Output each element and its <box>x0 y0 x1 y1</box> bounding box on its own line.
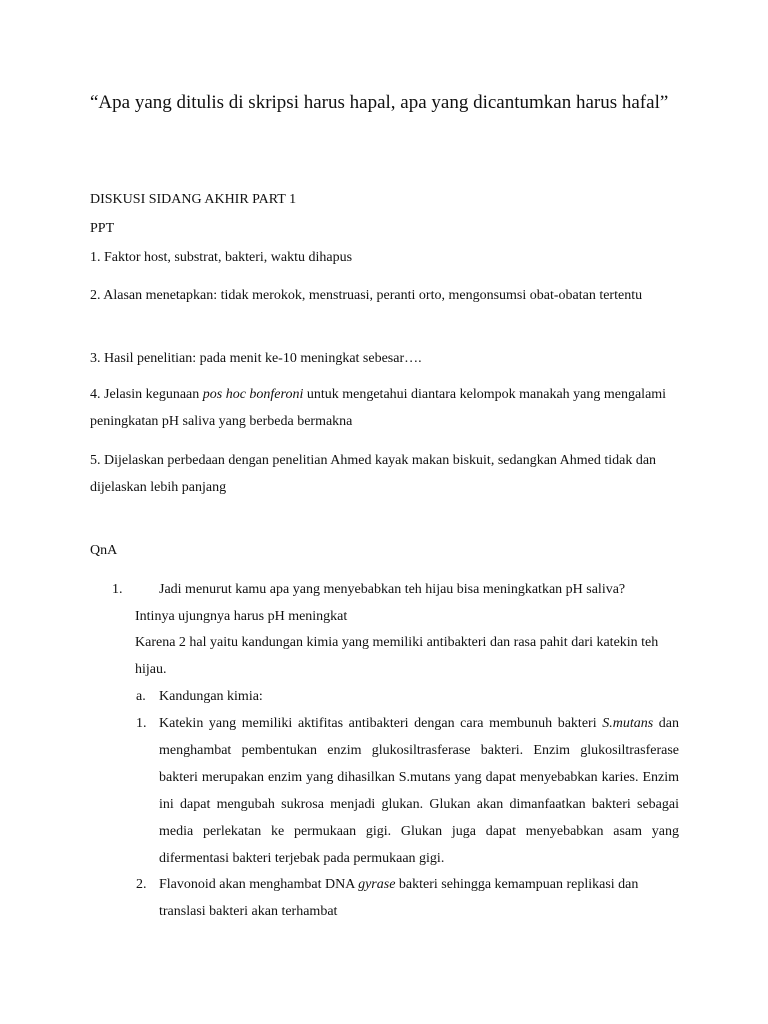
subpoint-1-number: 1. <box>136 716 147 731</box>
opening-quote: “Apa yang ditulis di skripsi harus hapal, apa yang dicantumkan harus hafal” <box>90 92 669 113</box>
ppt-item-4-text: 4. Jelasin kegunaan <box>90 387 203 402</box>
question-1-text: Jadi menurut kamu apa yang menyebabkan teh hijau bisa meningkatkan pH saliva? <box>159 582 626 597</box>
subpoint-1-lead: Katekin yang memiliki aktifitas antibakteri dengan cara membunuh bakteri <box>159 716 603 731</box>
ppt-item-4-rest: untuk mengetahui diantara kelompok manakah yang mengalami peningkatan pH saliva yang berbeda bermakna <box>90 387 667 429</box>
ppt-item-2: 2. Alasan menetapkan: tidak merokok, menstruasi, peranti orto, mengonsumsi obat-obatan tertentu <box>90 288 643 303</box>
subpoint-2-text <box>159 871 679 925</box>
subpoint-2-rest: bakteri sehingga kemampuan replikasi dan translasi bakteri akan terhambat <box>159 877 639 919</box>
ppt-item-5: 5. Dijelaskan perbedaan dengan penelitian Ahmed kayak makan biskuit, sedangkan Ahmed tidak dan dijelaskan lebih panjang <box>90 453 657 495</box>
ppt-item-4-emphasis: pos hoc bonferoni <box>202 387 304 402</box>
point-a-label: Kandungan kimia: <box>159 689 263 704</box>
question-1-number: 1. <box>112 582 123 597</box>
question-1-answer: Karena 2 hal yaitu kandungan kimia yang memiliki antibakteri dan rasa pahit dari katekin teh hijau. <box>135 635 659 677</box>
subpoint-2-number: 2. <box>136 877 147 892</box>
subpoint-2-emphasis: gyrase <box>358 877 396 892</box>
subpoint-1-emphasis: S.mutans <box>602 716 654 731</box>
question-1-note: Intinya ujungnya harus pH meningkat <box>135 609 348 624</box>
qna-label: QnA <box>90 543 118 558</box>
ppt-item-4 <box>90 381 690 435</box>
ppt-label: PPT <box>90 221 115 236</box>
subpoint-2-lead: Flavonoid akan menghambat DNA <box>159 877 359 892</box>
section-heading: DISKUSI SIDANG AKHIR PART 1 <box>90 192 297 207</box>
ppt-item-1: 1. Faktor host, substrat, bakteri, waktu dihapus <box>90 250 353 265</box>
point-a-marker: a. <box>136 689 146 704</box>
subpoint-1-rest: dan menghambat pembentukan enzim glukosiltrasferase bakteri. Enzim glukosiltrasferase bakteri merupakan enzim yang dihasilkan S.mutans yang dapat menyebabkan karies. Enzim ini dapat mengubah sukrosa menjadi glukan. Glukan akan dimanfaatkan bakteri sebagai media perlekatan ke permukaan gigi. Glukan juga dapat menyebabkan asam yang difermentasi bakteri terjebak pada permukaan gigi. <box>159 716 680 866</box>
subpoint-1-text <box>159 710 679 872</box>
ppt-item-3: 3. Hasil penelitian: pada menit ke-10 meningkat sebesar…. <box>90 351 422 366</box>
